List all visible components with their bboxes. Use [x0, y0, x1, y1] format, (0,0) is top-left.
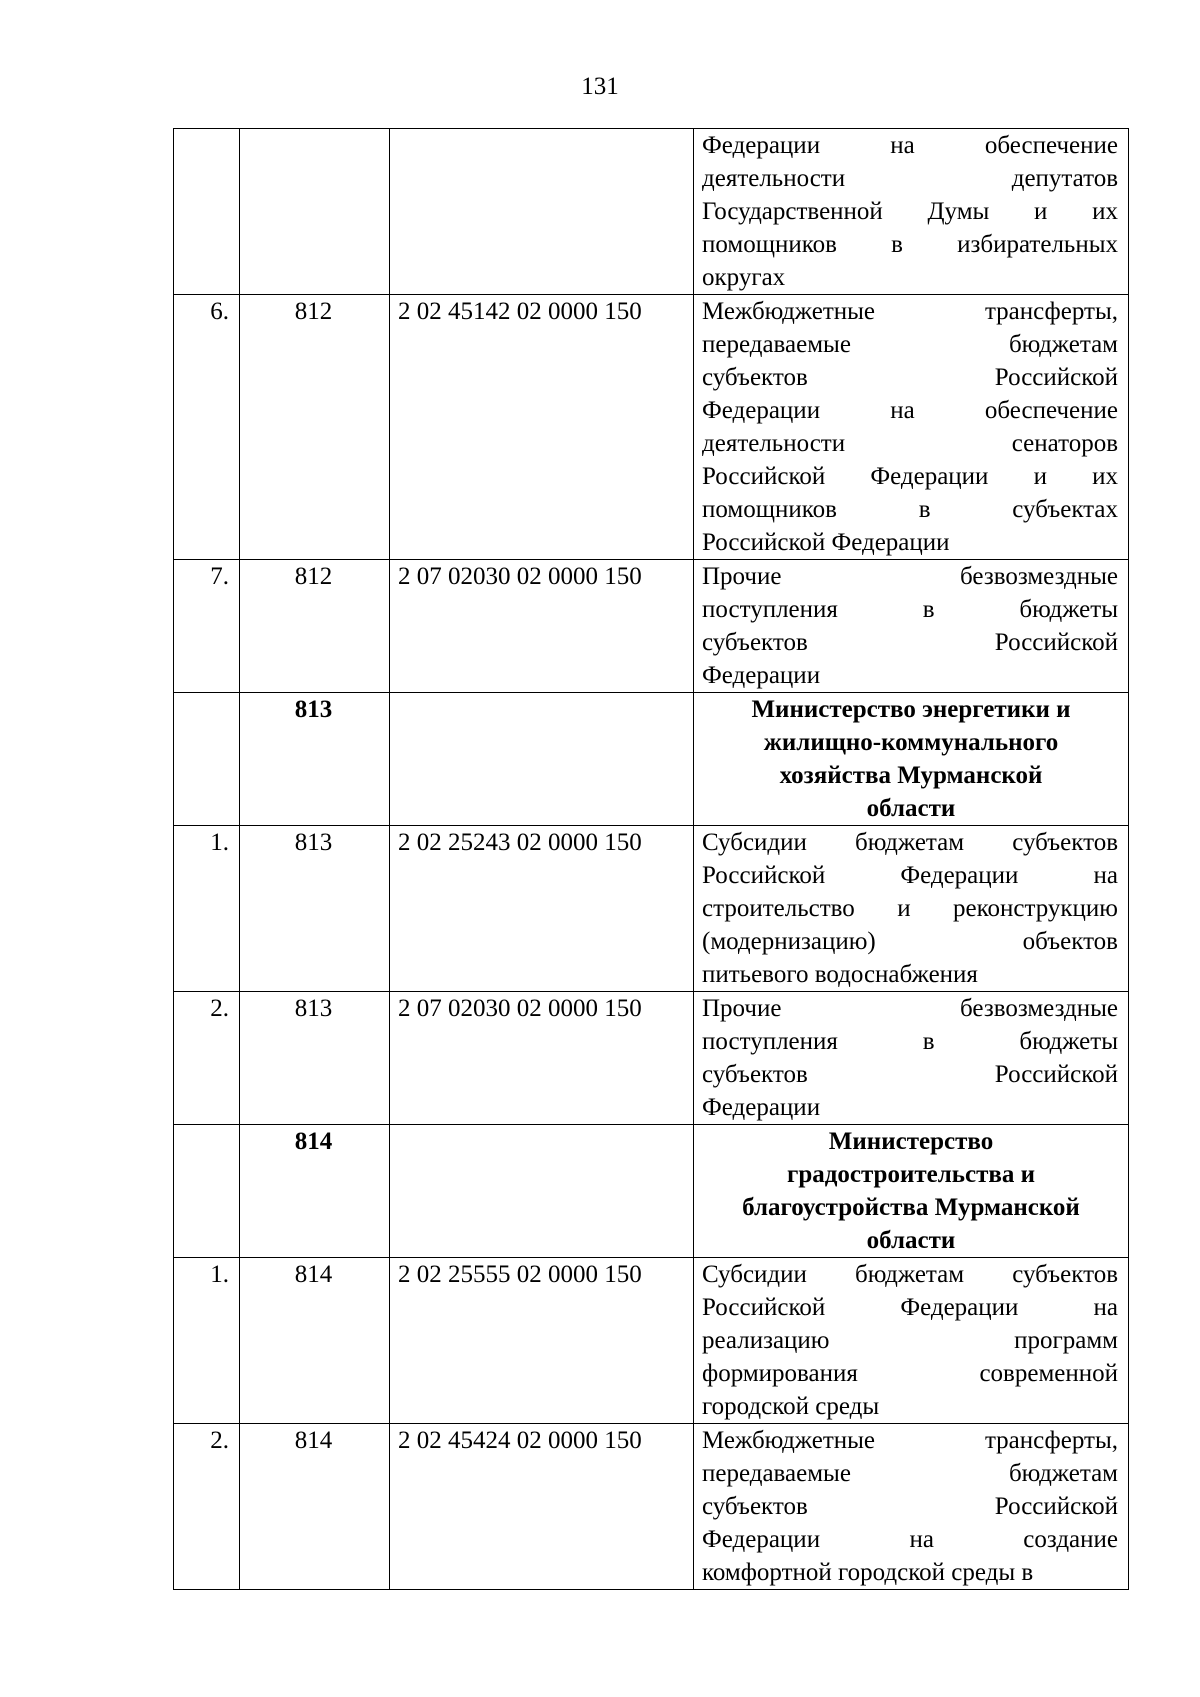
description-line: Федерации на обеспечение	[702, 397, 1118, 424]
budget-classification-code-cell: 2 07 02030 02 0000 150	[390, 560, 694, 693]
page-number: 131	[581, 73, 619, 100]
description-line: помощников в избирательных	[702, 231, 1118, 258]
row-number-cell: 6.	[174, 295, 240, 560]
description-line: Субсидии бюджетам субъектов	[702, 829, 1118, 856]
section-heading-row	[174, 693, 1129, 826]
row-number-cell: 2.	[174, 1424, 240, 1590]
row-number-cell	[174, 1125, 240, 1258]
description-line: поступления в бюджеты	[702, 596, 1118, 623]
description-line: области	[866, 1227, 956, 1254]
description-line: Прочие безвозмездные	[702, 995, 1118, 1022]
table-row	[174, 560, 1129, 693]
description-cell	[694, 992, 1129, 1125]
description-line: Федерации на создание	[702, 1526, 1118, 1553]
description-line: жилищно-коммунального	[763, 729, 1059, 756]
description-line: субъектов Российской	[702, 1493, 1118, 1520]
row-number-cell	[174, 129, 240, 295]
description-line: Федерации	[702, 662, 821, 689]
description-line: округах	[702, 264, 786, 291]
description-cell	[694, 1258, 1129, 1424]
revenue-table	[173, 128, 1129, 1590]
description-line: строительство и реконструкцию	[702, 895, 1118, 922]
description-cell	[694, 560, 1129, 693]
description-line: передаваемые бюджетам	[702, 1460, 1118, 1487]
description-line: области	[866, 795, 956, 822]
table-row	[174, 826, 1129, 992]
description-line: субъектов Российской	[702, 364, 1118, 391]
row-number-cell: 1.	[174, 826, 240, 992]
description-line: благоустройства Мурманской	[742, 1194, 1080, 1221]
description-line: Межбюджетные трансферты,	[702, 298, 1118, 325]
ministry-name-cell	[694, 693, 1129, 826]
description-line: градостроительства и	[786, 1161, 1036, 1188]
description-line: Министерство энергетики и	[751, 696, 1071, 723]
description-line: Субсидии бюджетам субъектов	[702, 1261, 1118, 1288]
description-line: деятельности сенаторов	[702, 430, 1118, 457]
administrator-code-cell: 814	[240, 1258, 390, 1424]
description-line: хозяйства Мурманской	[779, 762, 1043, 789]
description-cell	[694, 295, 1129, 560]
budget-classification-code-cell: 2 07 02030 02 0000 150	[390, 992, 694, 1125]
administrator-code-cell: 814	[240, 1424, 390, 1590]
description-line: Федерации на обеспечение	[702, 132, 1118, 159]
description-line: формирования современной	[702, 1360, 1118, 1387]
description-cell	[694, 826, 1129, 992]
table-row	[174, 295, 1129, 560]
table-row	[174, 1258, 1129, 1424]
row-number-cell: 1.	[174, 1258, 240, 1424]
ministry-name-cell	[694, 1125, 1129, 1258]
section-heading-row	[174, 1125, 1129, 1258]
row-number-cell	[174, 693, 240, 826]
description-line: питьевого водоснабжения	[702, 961, 978, 988]
table-row	[174, 129, 1129, 295]
description-line: Государственной Думы и их	[702, 198, 1118, 225]
description-line: Федерации	[702, 1094, 821, 1121]
administrator-code-cell: 813	[240, 992, 390, 1125]
description-line: поступления в бюджеты	[702, 1028, 1118, 1055]
budget-classification-code-cell	[390, 693, 694, 826]
description-line: Российской Федерации на	[702, 1294, 1118, 1321]
description-line: комфортной городской среды в	[702, 1559, 1034, 1586]
budget-classification-code-cell: 2 02 25243 02 0000 150	[390, 826, 694, 992]
description-line: субъектов Российской	[702, 1061, 1118, 1088]
description-line: передаваемые бюджетам	[702, 331, 1118, 358]
description-line: (модернизацию) объектов	[702, 928, 1118, 955]
description-line: Прочие безвозмездные	[702, 563, 1118, 590]
description-line: деятельности депутатов	[702, 165, 1118, 192]
description-line: субъектов Российской	[702, 629, 1118, 656]
row-number-cell: 7.	[174, 560, 240, 693]
description-line: Российской Федерации	[702, 529, 950, 556]
description-line: Российской Федерации на	[702, 862, 1118, 889]
description-line: Министерство	[828, 1128, 994, 1155]
description-line: помощников в субъектах	[702, 496, 1118, 523]
administrator-code-cell: 814	[240, 1125, 390, 1258]
administrator-code-cell: 812	[240, 560, 390, 693]
table-body	[174, 129, 1129, 1590]
administrator-code-cell: 813	[240, 693, 390, 826]
description-cell	[694, 1424, 1129, 1590]
administrator-code-cell	[240, 129, 390, 295]
row-number-cell: 2.	[174, 992, 240, 1125]
table-row	[174, 1424, 1129, 1590]
budget-classification-code-cell: 2 02 45142 02 0000 150	[390, 295, 694, 560]
description-line: городской среды	[702, 1393, 880, 1420]
budget-classification-code-cell	[390, 1125, 694, 1258]
description-line: Межбюджетные трансферты,	[702, 1427, 1118, 1454]
administrator-code-cell: 812	[240, 295, 390, 560]
budget-classification-code-cell: 2 02 25555 02 0000 150	[390, 1258, 694, 1424]
table-row	[174, 992, 1129, 1125]
administrator-code-cell: 813	[240, 826, 390, 992]
budget-classification-code-cell	[390, 129, 694, 295]
description-line: реализацию программ	[702, 1327, 1118, 1354]
description-cell	[694, 129, 1129, 295]
budget-classification-code-cell: 2 02 45424 02 0000 150	[390, 1424, 694, 1590]
description-line: Российской Федерации и их	[702, 463, 1118, 490]
